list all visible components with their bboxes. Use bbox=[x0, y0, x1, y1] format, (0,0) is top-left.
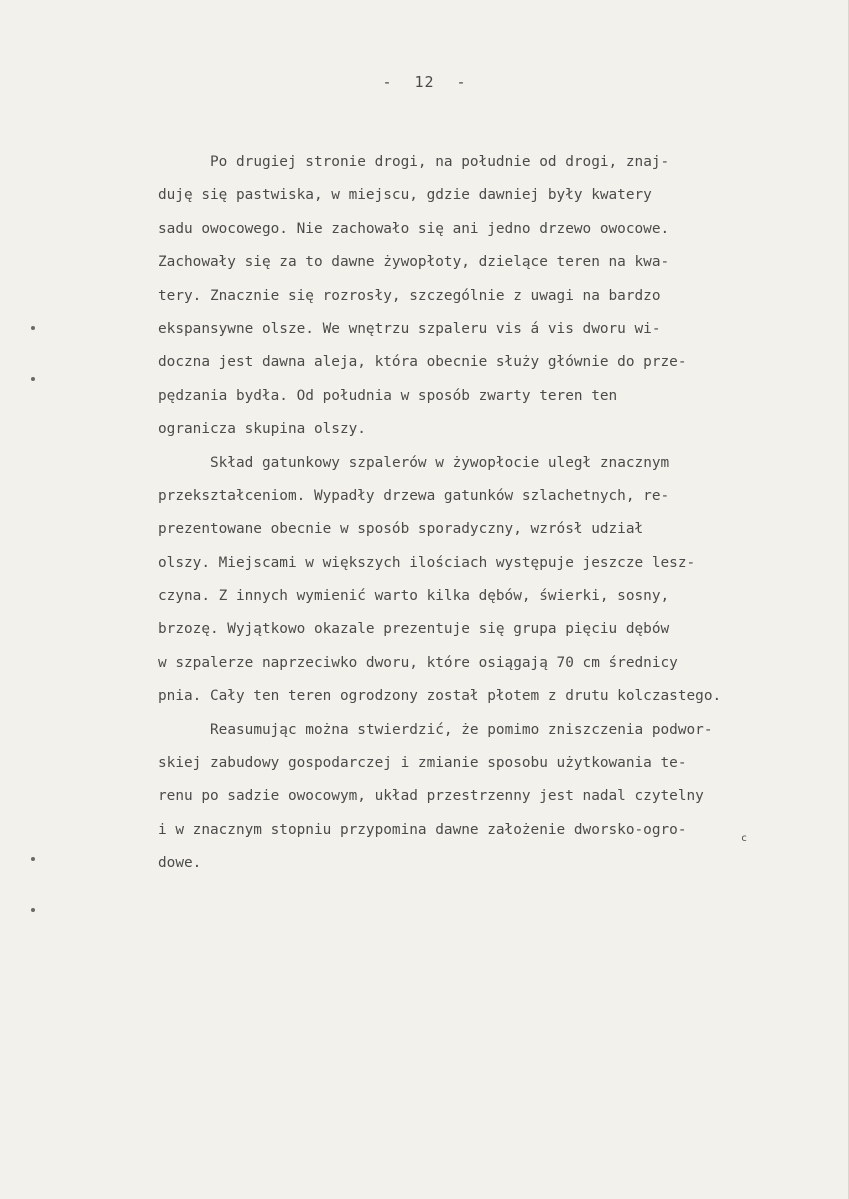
punch-hole-mark bbox=[31, 908, 35, 912]
text-line: w szpalerze naprzeciwko dworu, które osiągają 70 cm średnicy bbox=[158, 654, 678, 671]
text-line: skiej zabudowy gospodarczej i zmianie sposobu użytkowania te- bbox=[158, 755, 687, 772]
text-line: sadu owocowego. Nie zachowało się ani jedno drzewo owocowe. bbox=[158, 220, 670, 237]
punch-hole-mark bbox=[31, 377, 35, 381]
text-line: dowe. bbox=[158, 855, 202, 872]
text-line: renu po sadzie owocowym, układ przestrzenny jest nadal czytelny bbox=[158, 788, 704, 805]
text-line: prezentowane obecnie w sposób sporadyczny, wzrósł udział bbox=[158, 521, 644, 538]
text-line: ekspansywne olsze. We wnętrzu szpaleru vis á vis dworu wi- bbox=[158, 320, 661, 337]
text-line: pnia. Cały ten teren ogrodzony został płotem z drutu kolczastego. bbox=[158, 688, 722, 705]
text-line: tery. Znacznie się rozrosły, szczególnie z uwagi na bardzo bbox=[158, 287, 661, 304]
text-line: brzozę. Wyjątkowo okazale prezentuje się grupa pięciu dębów bbox=[158, 621, 670, 638]
text-line: doczna jest dawna aleja, która obecnie służy głównie do prze- bbox=[158, 354, 687, 371]
page-number-value: 12 bbox=[414, 73, 435, 91]
body-text bbox=[158, 146, 830, 881]
page-number-dash-right: - bbox=[456, 73, 467, 91]
text-line: Po drugiej stronie drogi, na południe od drogi, znaj- bbox=[210, 154, 670, 170]
punch-hole-mark bbox=[31, 326, 35, 330]
text-line: ogranicza skupina olszy. bbox=[158, 421, 366, 438]
text-line: przekształceniom. Wypadły drzewa gatunków szlachetnych, re- bbox=[158, 487, 670, 504]
text-line: duję się pastwiska, w miejscu, gdzie dawniej były kwatery bbox=[158, 187, 652, 204]
text-line: i w znacznym stopniu przypomina dawne założenie dworsko-ogro- bbox=[158, 821, 687, 838]
page-number-dash-left: - bbox=[382, 73, 393, 91]
text-line: Reasumując można stwierdzić, że pomimo zniszczenia podwor- bbox=[210, 721, 713, 738]
text-line: pędzania bydła. Od południa w sposób zwarty teren ten bbox=[158, 387, 618, 404]
text-line: Skład gatunkowy szpalerów w żywopłocie uległ znacznym bbox=[210, 454, 670, 471]
text-line: Zachowały się za to dawne żywopłoty, dzielące teren na kwa- bbox=[158, 254, 670, 271]
handwritten-correction: c bbox=[741, 833, 748, 844]
page-number bbox=[0, 73, 849, 91]
text-line: czyna. Z innych wymienić warto kilka dębów, świerki, sosny, bbox=[158, 588, 670, 605]
text-line: olszy. Miejscami w większych ilościach występuje jeszcze lesz- bbox=[158, 554, 696, 571]
punch-hole-mark bbox=[31, 857, 35, 861]
